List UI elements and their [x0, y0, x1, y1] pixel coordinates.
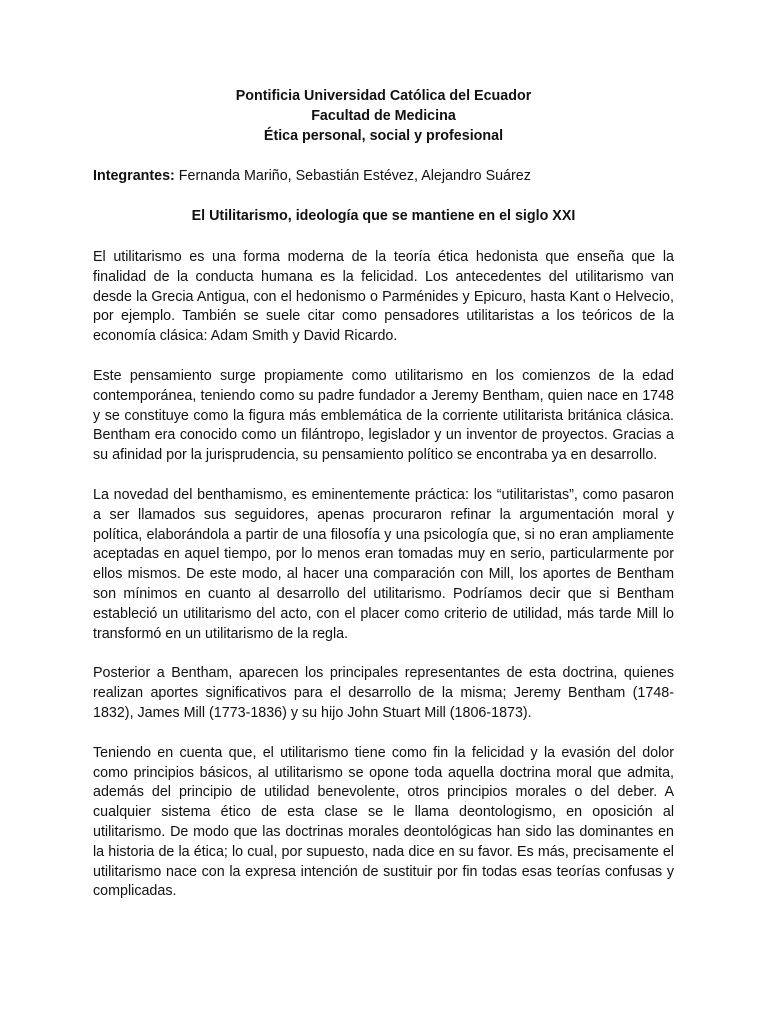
members-label: Integrantes:	[93, 168, 175, 184]
university-name: Pontificia Universidad Católica del Ecuador	[235, 88, 532, 104]
paragraph-1: El utilitarismo es una forma moderna de la teoría ética hedonista que enseña que la finalidad de la conducta humana es la felicidad. Los antecedentes del utilitarismo van desde la Grecia Antigua, con el hedonismo o Parménides y Epicuro, hasta Kant o Helvecio, por ejemplo. También se suele citar como pensadores utilitaristas a los teóricos de la economía clásica: Adam Smith y David Ricardo.	[93, 249, 674, 345]
members-line	[93, 166, 674, 186]
paragraph-3: La novedad del benthamismo, es eminentemente práctica: los “utilitaristas”, como pasaron a ser llamados sus seguidores, apenas procuraron refinar la argumentación moral y política, elaborándola a partir de una filosofía y una psicología que, si no eran ampliamente aceptadas en aquel tiempo, por lo menos eran tomadas muy en serio, particularmente por ellos mismos. De este modo, al hacer una comparación con Mill, los aportes de Bentham son mínimos en cuanto al desarrollo del utilitarismo. Podríamos decir que si Bentham estableció un utilitarismo del acto, con el placer como criterio de utilidad, más tarde Mill lo transformó en un utilitarismo de la regla.	[93, 486, 674, 642]
paragraph-5: Teniendo en cuenta que, el utilitarismo tiene como fin la felicidad y la evasión del dolor como principios básicos, al utilitarismo se opone toda aquella doctrina moral que admita, además del principio de utilidad benevolente, otros principios morales o del deber. A cualquier sistema ético de esta clase se le llama deontologismo, en oposición al utilitarismo. De modo que las doctrinas morales deontológicas han sido las dominantes en la historia de la ética; lo cual, por supuesto, nada dice en su favor. Es más, precisamente el utilitarismo nace con la expresa intención de sustituir por fin todas esas teorías confusas y complicadas.	[93, 744, 674, 900]
paragraph-4: Posterior a Bentham, aparecen los principales representantes de esta doctrina, quienes realizan aportes significativos para el desarrollo de la misma; Jeremy Bentham (1748-1832), James Mill (1773-1836) y su hijo John Stuart Mill (1806-1873).	[93, 665, 674, 721]
essay-body	[93, 248, 674, 902]
paragraph-2: Este pensamiento surge propiamente como utilitarismo en los comienzos de la edad contemporánea, teniendo como su padre fundador a Jeremy Bentham, quien nace en 1748 y se constituye como la figura más emblemática de la corriente utilitarista británica clásica. Bentham era conocido como un filántropo, legislador y un inventor de proyectos. Gracias a su afinidad por la jurisprudencia, su pensamiento político se encontraba ya en desarrollo.	[93, 367, 674, 464]
document-page	[93, 86, 674, 902]
members-names: Fernanda Mariño, Sebastián Estévez, Alejandro Suárez	[174, 168, 531, 184]
faculty-name: Facultad de Medicina	[311, 108, 456, 124]
essay-title: El Utilitarismo, ideología que se mantiene en el siglo XXI	[191, 208, 576, 224]
course-name: Ética personal, social y profesional	[263, 128, 504, 144]
document-header	[93, 86, 674, 146]
